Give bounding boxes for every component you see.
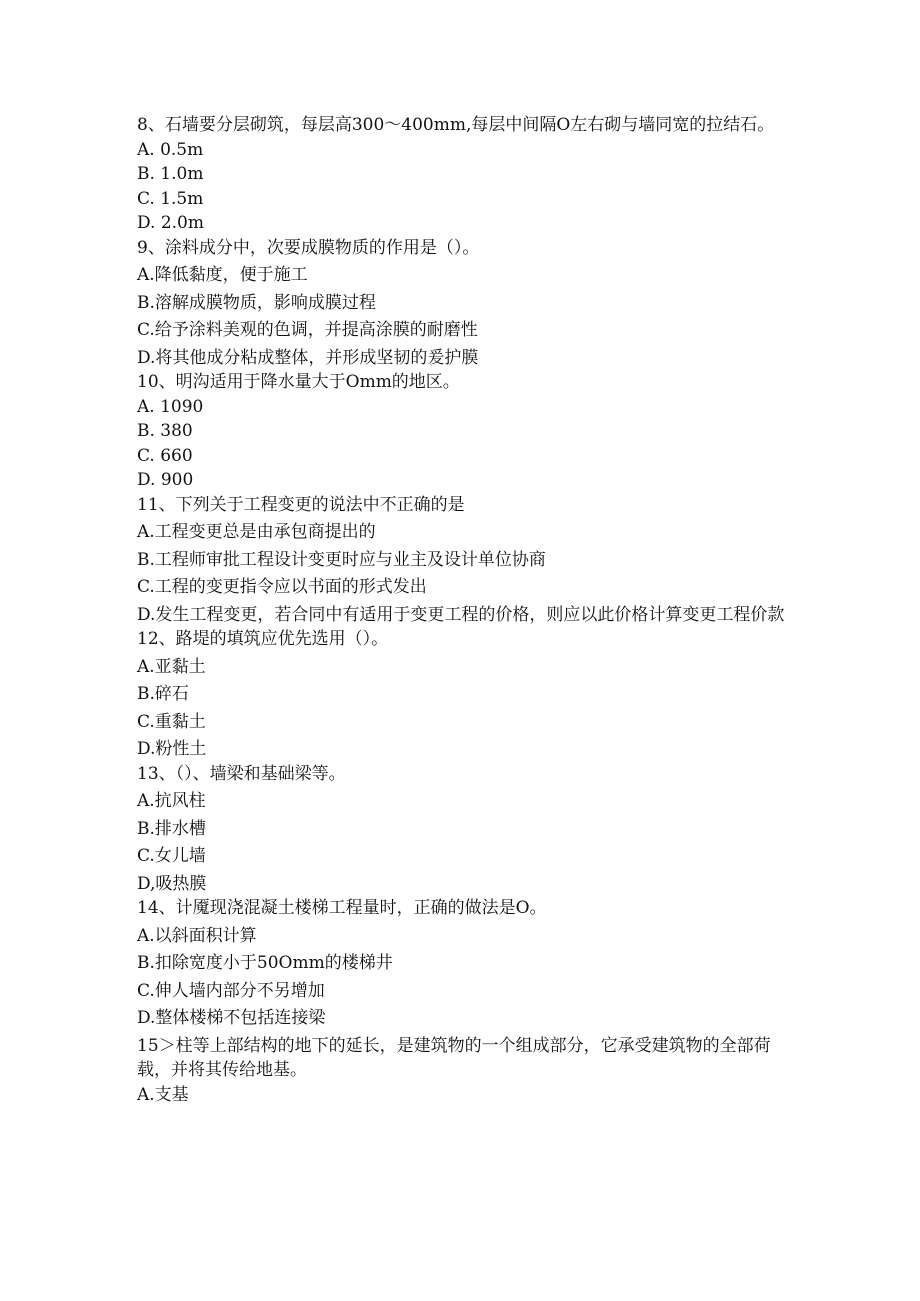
answer-option: D.粉性土: [137, 739, 207, 759]
answer-option: D.发生工程变更，若合同中有适用于变更工程的价格，则应以此价格计算变更工程价款: [137, 604, 785, 625]
answer-option: A.抗风柱: [137, 791, 206, 811]
question-stem: 13、（）、墙梁和基础梁等。: [137, 763, 346, 784]
answer-option: D. 2.0m: [137, 213, 204, 233]
question-stem: 12、路堤的填筑应优先选用（）。: [137, 629, 389, 649]
answer-option: B.扣除宽度小于50Omm的楼梯井: [137, 953, 393, 973]
answer-option: B.排水槽: [137, 818, 206, 839]
answer-option: B.工程师审批工程设计变更时应与业主及设计单位协商: [137, 549, 546, 570]
question-stem: 10、明沟适用于降水量大于Omm的地区。: [137, 372, 460, 392]
question-stem: 14、计魇现浇混凝土楼梯工程量时，正确的做法是O。: [137, 898, 547, 918]
answer-option: D.整体楼梯不包括连接梁: [137, 1008, 326, 1028]
answer-option: C.伸人墙内部分不另增加: [137, 980, 325, 1001]
question-stem: 9、涂料成分中，次要成膜物质的作用是（）。: [137, 237, 480, 258]
answer-option: D. 900: [137, 470, 194, 490]
question-stem: 15＞柱等上部结构的地下的延长，是建筑物的一个组成部分，它承受建筑物的全部荷载，并将其传给地基。: [137, 1035, 771, 1080]
answer-option: B. 1.0m: [137, 164, 204, 184]
answer-option: B. 380: [137, 421, 193, 441]
answer-option: A.降低黏度，便于施工: [137, 265, 308, 285]
answer-option: A. 1090: [137, 396, 204, 417]
answer-option: B.碎石: [137, 684, 189, 704]
answer-option: C.工程的变更指令应以书面的形式发出: [137, 577, 427, 597]
answer-option: C.重黏土: [137, 711, 206, 732]
answer-option: A. 0.5m: [137, 139, 204, 160]
question-stem: 11、下列关于工程变更的说法中不正确的是: [137, 494, 465, 515]
answer-option: D,吸热膜: [137, 873, 207, 894]
answer-option: A.以斜面积计算: [137, 925, 257, 946]
answer-option: A.支基: [137, 1084, 189, 1105]
answer-option: C. 660: [137, 445, 193, 466]
answer-option: C.给予涂料美观的色调，并提高涂膜的耐磨性: [137, 320, 478, 340]
answer-option: A.亚黏土: [137, 656, 206, 677]
answer-option: D.将其他成分粘成整体，并形成坚韧的爰护膜: [137, 347, 479, 368]
question-stem: 8、石墙要分层砌筑，每层高300～400mm,每层中间隔O左右砌与墙同宽的拉结石。: [137, 115, 775, 135]
answer-option: A.工程变更总是由承包商提出的: [137, 522, 376, 542]
answer-option: C. 1.5m: [137, 188, 204, 209]
answer-option: B.溶解成膜物质，影响成膜过程: [137, 292, 376, 313]
answer-option: C.女儿墙: [137, 846, 206, 866]
document-page: [137, 113, 787, 1107]
